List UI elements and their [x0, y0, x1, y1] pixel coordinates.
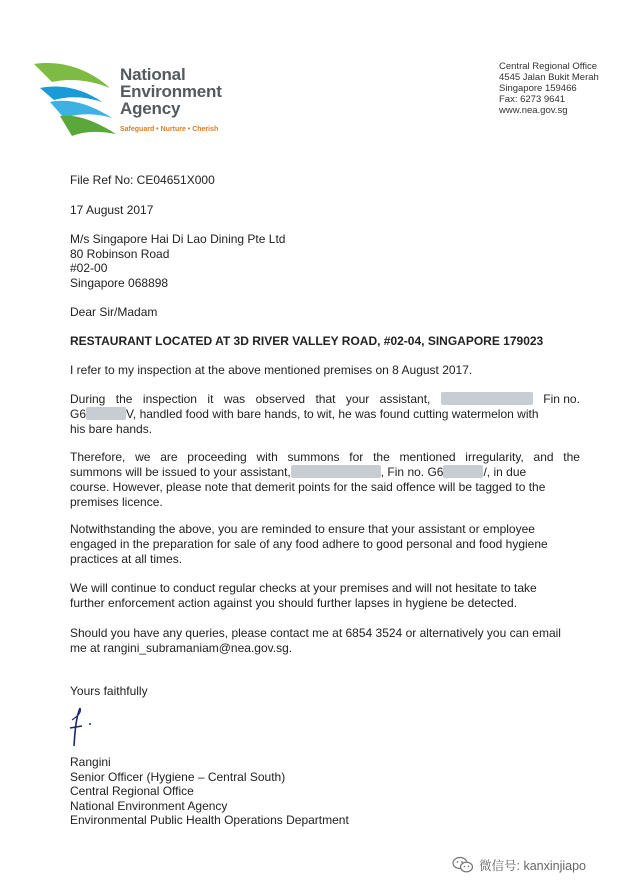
text-segment: G6 — [70, 407, 87, 421]
paragraph-1: I refer to my inspection at the above mentioned premises on 8 August 2017. — [70, 363, 473, 377]
paragraph-line: practices at all times. — [70, 552, 183, 566]
word: irregularity, — [465, 450, 524, 464]
signatory-block — [70, 755, 349, 828]
text-segment: summons will be issued to your assistant, — [70, 465, 291, 479]
paragraph-line — [70, 407, 580, 422]
watermark-text: 微信号: kanxinjiapo — [479, 859, 586, 873]
word: the — [115, 392, 133, 406]
paragraph-2 — [70, 392, 580, 437]
closing: Yours faithfully — [70, 684, 148, 698]
text-segment: course. However, please note that demerit points for the said offence will be tagged to the — [70, 480, 546, 494]
redacted-name — [441, 392, 533, 405]
signature-image — [66, 704, 106, 750]
recipient-address — [70, 232, 285, 290]
signatory-name: Rangini — [70, 755, 111, 769]
subject-heading: RESTAURANT LOCATED AT 3D RIVER VALLEY ROAD, #02-04, SINGAPORE 179023 — [70, 334, 544, 348]
paragraph-3 — [70, 450, 580, 510]
word: During — [70, 392, 106, 406]
word: for — [349, 450, 364, 464]
office-line: Fax: 6273 9641 — [499, 94, 566, 105]
word: was — [223, 392, 246, 406]
file-ref: File Ref No: CE04651X000 — [70, 173, 215, 187]
letter-date: 17 August 2017 — [70, 203, 154, 217]
text-segment: , Fin no. G6 — [380, 465, 444, 479]
paragraph-6 — [70, 626, 561, 656]
signatory-office: Central Regional Office — [70, 784, 194, 798]
word: proceeding — [187, 450, 247, 464]
word: that — [315, 392, 336, 406]
recipient-line: M/s Singapore Hai Di Lao Dining Pte Ltd — [70, 232, 286, 246]
word: assistant, — [379, 392, 431, 406]
signatory-department: Environmental Public Health Operations Department — [70, 813, 349, 827]
word: the — [373, 450, 390, 464]
agency-name — [120, 66, 222, 117]
wechat-watermark — [452, 856, 586, 874]
word: Therefore, — [70, 450, 126, 464]
nea-emblem-icon — [30, 58, 120, 138]
paragraph-line — [70, 450, 580, 465]
word: your — [345, 392, 370, 406]
redacted-fin — [443, 465, 483, 478]
agency-name-line: National — [120, 65, 186, 84]
paragraph-line — [70, 465, 580, 480]
word: we — [135, 450, 151, 464]
word: and — [533, 450, 554, 464]
paragraph-line — [70, 495, 580, 510]
word: inspection — [142, 392, 197, 406]
office-website[interactable]: www.nea.gov.sg — [499, 105, 568, 116]
text-segment: premises licence. — [70, 495, 163, 509]
signatory-title: Senior Officer (Hygiene – Central South) — [70, 769, 286, 784]
recipient-line: Singapore 068898 — [70, 275, 169, 290]
redacted-name — [291, 465, 381, 478]
word: are — [160, 450, 178, 464]
word: with — [256, 450, 278, 464]
word: mentioned — [399, 450, 456, 464]
paragraph-line: Should you have any queries, please contact me at 6854 3524 or alternatively you can email — [70, 626, 561, 640]
text-segment: /, in due — [483, 465, 527, 479]
word: summons — [287, 450, 340, 464]
paragraph-line: Notwithstanding the above, you are reminded to ensure that your assistant or employee — [70, 522, 535, 536]
agency-tagline: Safeguard • Nurture • Cherish — [120, 126, 219, 133]
paragraph-line: engaged in the preparation for sale of any food adhere to good personal and food hygiene — [70, 537, 548, 551]
paragraph-line: We will continue to conduct regular checks at your premises and will not hesitate to take — [70, 581, 537, 595]
agency-name-line: Environment — [120, 82, 222, 101]
paragraph-5 — [70, 581, 537, 611]
office-line: Central Regional Office — [499, 61, 598, 72]
office-address — [499, 61, 599, 116]
paragraph-line — [70, 422, 580, 437]
nea-logo — [30, 58, 240, 138]
office-line: Singapore 159466 — [499, 83, 577, 94]
paragraph-line — [70, 392, 580, 407]
word: it — [207, 392, 214, 406]
recipient-line: #02-00 — [70, 261, 108, 275]
salutation: Dear Sir/Madam — [70, 305, 158, 319]
agency-name-line: Agency — [120, 99, 181, 118]
recipient-line: 80 Robinson Road — [70, 246, 170, 261]
word: observed — [255, 392, 305, 406]
paragraph-line — [70, 480, 580, 495]
word: the — [563, 450, 580, 464]
text-segment: V, handled food with bare hands, to wit, he was found cutting watermelon with — [126, 407, 539, 421]
text-segment: his bare hands. — [70, 422, 153, 436]
paragraph-line: me at rangini_subramaniam@nea.gov.sg. — [70, 641, 293, 655]
word: Fin no. — [543, 392, 580, 406]
wechat-icon — [452, 856, 474, 874]
paragraph-4 — [70, 522, 548, 567]
redacted-fin — [86, 407, 126, 420]
office-line: 4545 Jalan Bukit Merah — [499, 72, 599, 83]
paragraph-line: further enforcement action against you should further lapses in hygiene be detected. — [70, 596, 517, 610]
signatory-agency: National Environment Agency — [70, 798, 228, 813]
